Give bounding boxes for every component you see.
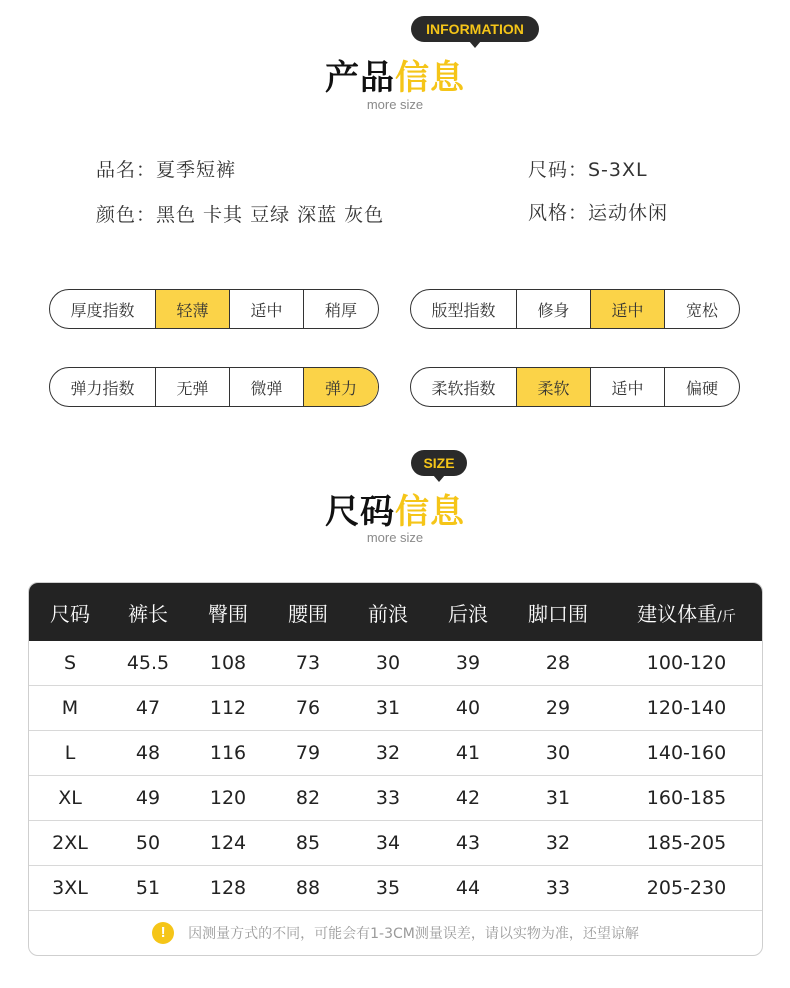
information-tag: INFORMATION <box>411 16 539 42</box>
title-dark-part: 尺码 <box>325 492 395 532</box>
table-cell: 88 <box>295 877 321 899</box>
index-label: 弹力指数 <box>50 368 156 406</box>
table-cell: 41 <box>455 742 481 764</box>
fit-index <box>410 289 740 329</box>
index-option: 无弹 <box>156 368 230 406</box>
product-info-subtitle: more size <box>366 97 424 112</box>
table-row <box>29 776 762 821</box>
header-cell: 臀围 <box>208 601 248 626</box>
table-cell: 48 <box>135 742 161 764</box>
table-cell: 73 <box>295 652 321 674</box>
table-cell: 205-230 <box>646 877 727 899</box>
table-row <box>29 731 762 776</box>
size-table <box>28 582 763 956</box>
table-cell: 34 <box>375 832 401 854</box>
table-cell: 3XL <box>52 877 88 899</box>
index-option: 柔软 <box>517 368 591 406</box>
table-cell: 112 <box>209 697 247 719</box>
weight-unit: /斤 <box>717 608 736 625</box>
size-info-subtitle: more size <box>366 530 424 545</box>
index-option: 弹力 <box>304 368 378 406</box>
elasticity-index <box>49 367 379 407</box>
table-cell: 50 <box>135 832 161 854</box>
title-yellow-part: 信息 <box>395 58 465 98</box>
index-label: 版型指数 <box>411 290 517 328</box>
size-info-title <box>0 484 790 533</box>
index-option: 适中 <box>230 290 304 328</box>
header-cell: 裤长 <box>128 601 168 626</box>
table-cell: 124 <box>209 832 247 854</box>
table-cell: M <box>61 697 79 719</box>
product-name: 品名：夏季短裤 <box>96 159 237 181</box>
table-row <box>29 686 762 731</box>
table-row <box>29 821 762 866</box>
title-dark-part: 产品 <box>325 58 395 98</box>
table-cell: 76 <box>295 697 321 719</box>
table-cell: 45.5 <box>126 652 170 674</box>
table-cell: 31 <box>375 697 401 719</box>
index-option: 适中 <box>591 290 665 328</box>
table-cell: 116 <box>209 742 247 764</box>
product-size-range: 尺码：S-3XL <box>528 159 648 181</box>
product-colors: 颜色：黑色 卡其 豆绿 深蓝 灰色 <box>96 204 385 226</box>
header-cell: 脚口围 <box>528 601 588 626</box>
index-option: 微弹 <box>230 368 304 406</box>
table-cell: 33 <box>375 787 401 809</box>
index-option: 偏硬 <box>685 378 718 398</box>
table-row <box>29 641 762 686</box>
table-cell: 49 <box>135 787 161 809</box>
table-cell: XL <box>58 787 82 809</box>
table-header-row <box>29 583 762 641</box>
table-cell: 32 <box>375 742 401 764</box>
product-info-title <box>0 50 790 99</box>
softness-index <box>410 367 740 407</box>
table-cell: 185-205 <box>646 832 727 854</box>
thickness-index <box>49 289 379 329</box>
table-cell: 82 <box>295 787 321 809</box>
table-cell: 120 <box>209 787 247 809</box>
product-style: 风格：运动休闲 <box>528 202 669 224</box>
table-cell: 160-185 <box>646 787 727 809</box>
measurement-note <box>29 911 762 954</box>
table-cell: 85 <box>295 832 321 854</box>
table-cell: 2XL <box>52 832 88 854</box>
title-yellow-part: 信息 <box>395 492 465 532</box>
index-option: 修身 <box>517 290 591 328</box>
index-option: 轻薄 <box>156 290 230 328</box>
header-cell: 后浪 <box>448 601 488 626</box>
header-cell: 尺码 <box>50 601 90 626</box>
size-tag: SIZE <box>411 450 467 476</box>
index-label: 柔软指数 <box>411 368 517 406</box>
header-cell: 前浪 <box>368 601 408 626</box>
table-cell: 28 <box>545 652 571 674</box>
table-cell: 120-140 <box>646 697 727 719</box>
table-cell: 32 <box>545 832 571 854</box>
table-cell: 140-160 <box>646 742 727 764</box>
table-cell: 108 <box>209 652 247 674</box>
table-cell: 39 <box>455 652 481 674</box>
table-cell: 42 <box>455 787 481 809</box>
table-cell: 29 <box>545 697 571 719</box>
index-option: 稍厚 <box>324 300 357 320</box>
table-cell: 79 <box>295 742 321 764</box>
table-cell: 100-120 <box>646 652 727 674</box>
header-cell: 腰围 <box>288 601 328 626</box>
table-body <box>29 641 762 911</box>
index-label: 厚度指数 <box>50 290 156 328</box>
table-cell: 30 <box>375 652 401 674</box>
header-cell <box>611 598 762 627</box>
table-cell: 51 <box>135 877 161 899</box>
warning-icon: ! <box>152 922 174 944</box>
table-cell: L <box>64 742 76 764</box>
table-cell: 31 <box>545 787 571 809</box>
table-cell: 128 <box>209 877 247 899</box>
table-cell: S <box>63 652 77 674</box>
table-cell: 30 <box>545 742 571 764</box>
table-row <box>29 866 762 911</box>
table-cell: 40 <box>455 697 481 719</box>
table-cell: 43 <box>455 832 481 854</box>
table-cell: 35 <box>375 877 401 899</box>
index-option: 宽松 <box>685 300 718 320</box>
index-option: 适中 <box>591 368 665 406</box>
table-cell: 47 <box>135 697 161 719</box>
table-cell: 33 <box>545 877 571 899</box>
weight-header-label: 建议体重 <box>637 601 718 626</box>
note-text: 因测量方式的不同，可能会有1-3CM测量误差，请以实物为准，还望谅解 <box>188 925 639 942</box>
table-cell: 44 <box>455 877 481 899</box>
